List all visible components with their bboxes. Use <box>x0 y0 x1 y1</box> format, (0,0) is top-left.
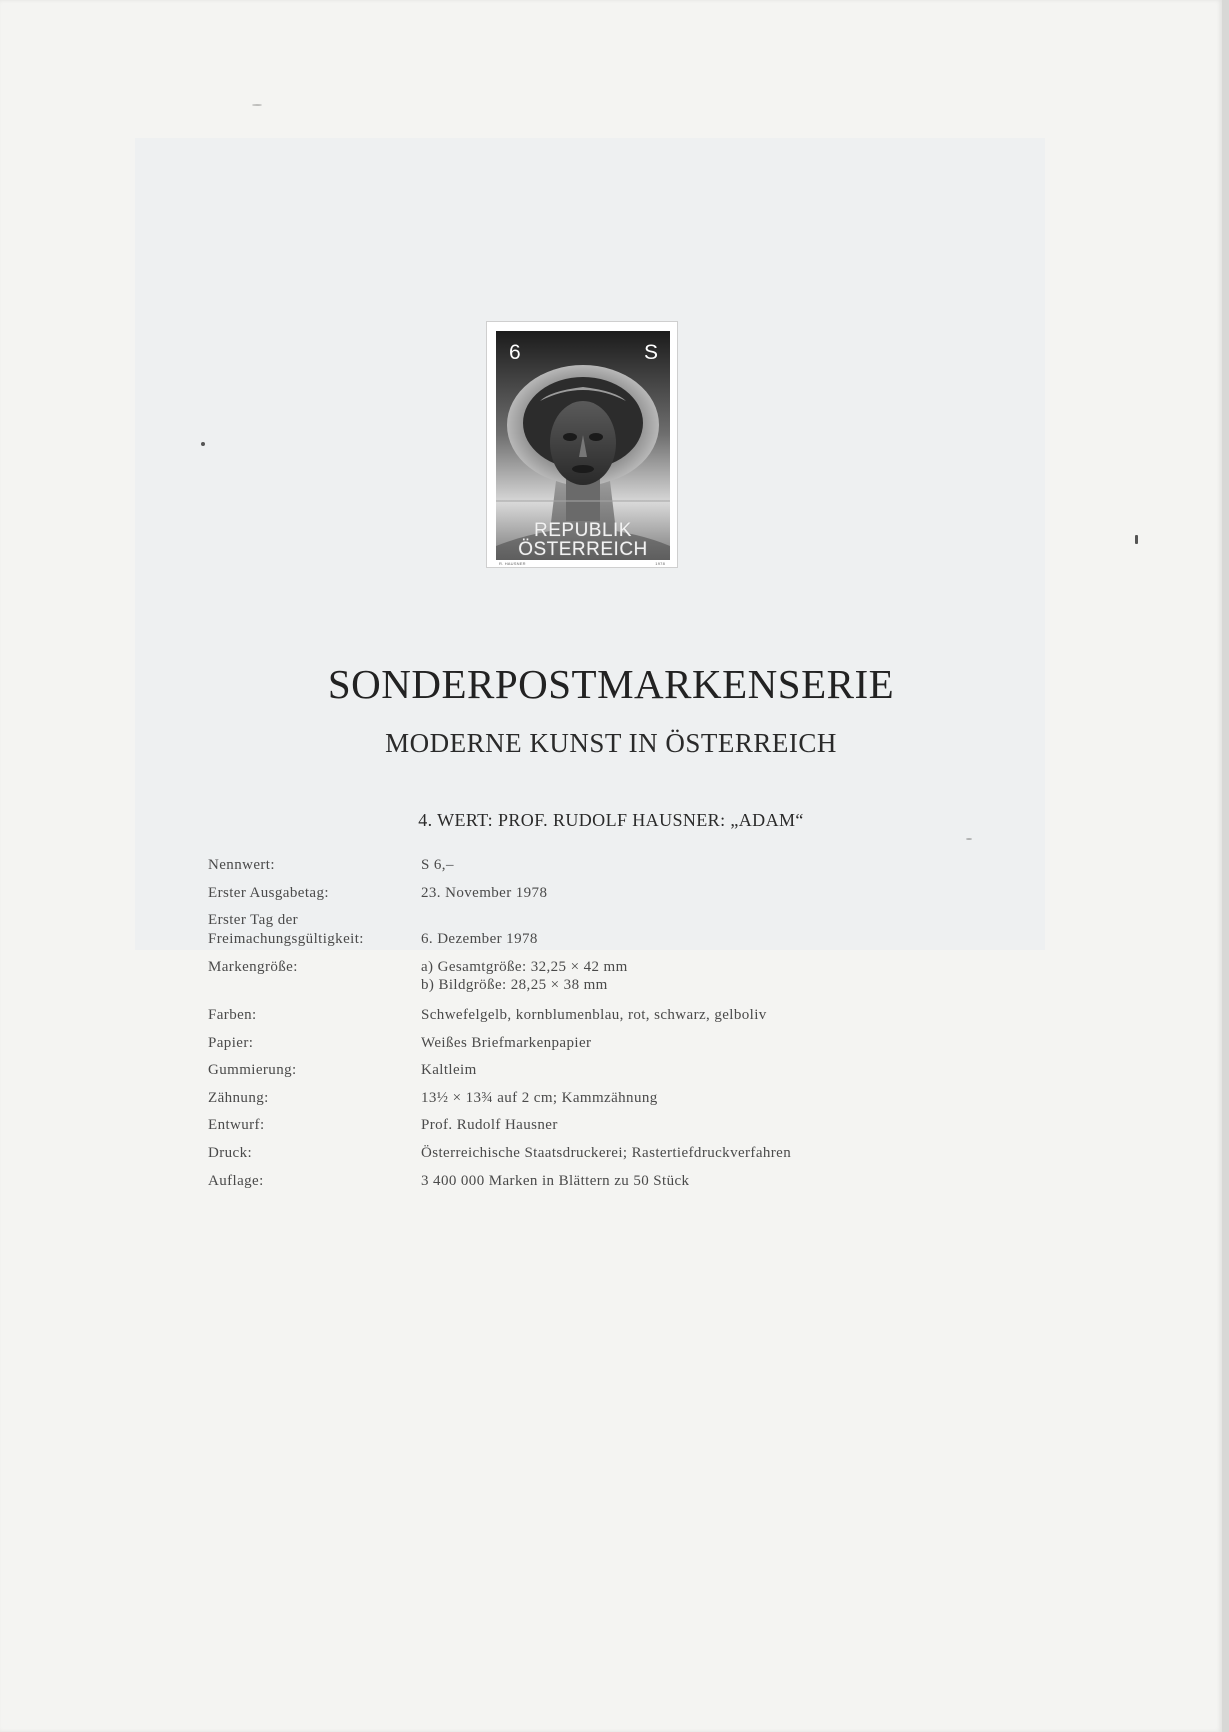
detail-label: Farben: <box>208 1007 257 1023</box>
detail-label: Nennwert: <box>208 857 275 873</box>
stamp-value-currency: S <box>644 341 659 364</box>
stamp <box>486 321 678 568</box>
detail-value: 6. Dezember 1978 <box>421 931 538 947</box>
detail-value: 13½ × 13¾ auf 2 cm; Kammzähnung <box>421 1090 658 1106</box>
detail-value: 3 400 000 Marken in Blättern zu 50 Stück <box>421 1173 690 1189</box>
issue-heading: 4. WERT: PROF. RUDOLF HAUSNER: „ADAM“ <box>418 810 804 830</box>
dust-speck <box>1135 535 1138 544</box>
detail-label: Erster Ausgabetag: <box>208 885 329 901</box>
detail-label: Gummierung: <box>208 1062 297 1078</box>
detail-value: Österreichische Staatsdruckerei; Rastertiefdruckverfahren <box>421 1145 792 1161</box>
page-subtitle: MODERNE KUNST IN ÖSTERREICH <box>385 728 837 758</box>
detail-value: b) Bildgröße: 28,25 × 38 mm <box>421 977 608 993</box>
page-title: SONDERPOSTMARKENSERIE <box>327 661 895 707</box>
detail-value: Weißes Briefmarkenpapier <box>421 1035 592 1051</box>
stamp-country-line2: ÖSTERREICH <box>518 539 648 560</box>
detail-value: Prof. Rudolf Hausner <box>421 1117 558 1133</box>
stamp-year-imprint: 1978 <box>655 561 665 566</box>
detail-label: Zähnung: <box>208 1090 269 1106</box>
detail-label: Papier: <box>208 1035 254 1051</box>
detail-label: Erster Tag der <box>208 912 299 928</box>
detail-label: Freimachungsgültigkeit: <box>208 931 364 947</box>
detail-value: a) Gesamtgröße: 32,25 × 42 mm <box>421 959 628 975</box>
detail-value: S 6,– <box>421 857 454 873</box>
detail-value: Kaltleim <box>421 1062 477 1078</box>
stamp-country-line1: REPUBLIK <box>534 520 632 541</box>
detail-value: 23. November 1978 <box>421 885 548 901</box>
stamp-value-number: 6 <box>509 341 521 364</box>
detail-label: Auflage: <box>208 1173 264 1189</box>
dust-speck <box>252 104 262 106</box>
dust-speck <box>201 442 205 446</box>
detail-label: Entwurf: <box>208 1117 265 1133</box>
stamp-artist-imprint: R. HAUSNER <box>499 561 526 566</box>
detail-value: Schwefelgelb, kornblumenblau, rot, schwarz, gelboliv <box>421 1007 767 1023</box>
detail-label: Markengröße: <box>208 959 298 975</box>
detail-label: Druck: <box>208 1145 253 1161</box>
dust-speck <box>966 838 972 840</box>
